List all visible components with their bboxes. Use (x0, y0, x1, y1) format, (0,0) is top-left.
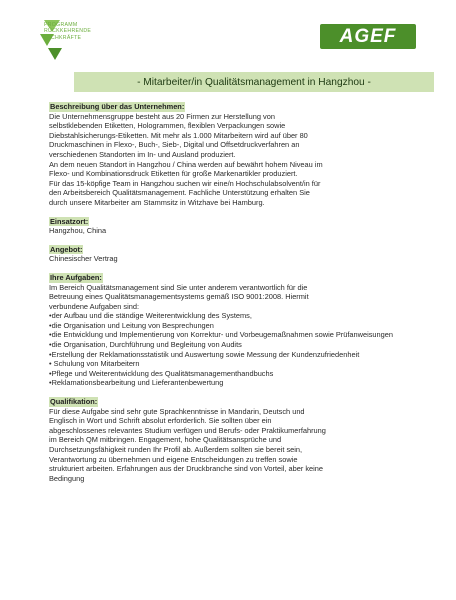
company-line: verschiedenen Standorten im In- und Ausland produziert. (49, 149, 236, 159)
task-item: •die Organisation, Durchführung und Begleitung von Audits (49, 340, 242, 350)
company-line: Flexo- und Kombinationsdruck Etiketten für große Markenartikler produziert. (49, 169, 298, 179)
task-item: •Reklamationsbearbeitung und Lieferantenbewertung (49, 378, 224, 388)
qualification-line: im Bereich QM mitbringen. Engagement, hohe Qualitätsansprüche und (49, 435, 282, 445)
task-item: •die Organisation und Leitung von Besprechungen (49, 320, 214, 330)
qualification-line: Bedingung (49, 473, 85, 483)
program-logo-text (44, 22, 91, 41)
company-line: Für das 15-köpfige Team in Hangzhou suchen wir eine/n Hochschulabsolvent/in für (49, 178, 321, 188)
agef-logo (320, 24, 416, 49)
spacer (49, 236, 421, 245)
tasks-intro-line: Im Bereich Qualitätsmanagement sind Sie unter anderem verantwortlich für die (49, 282, 308, 292)
qualification-line: strukturiert arbeiten. Erfahrungen aus der Druckbranche sind von Vorteil, aber keine (49, 464, 324, 474)
task-item: •der Aufbau und die ständige Weiterentwicklung des Systems, (49, 311, 252, 321)
spacer (49, 264, 421, 273)
location-value: Hangzhou, China (49, 226, 107, 236)
tasks-intro-line: Betreuung eines Qualitätsmanagementsystems gemäß ISO 9001:2008. Hiermit (49, 292, 309, 302)
task-item: •Erstellung der Reklamationsstatistik und Auswertung sowie Messung der Kundenzufriedenheit (49, 349, 360, 359)
program-logo-line-1: PROGRAMM (44, 22, 78, 28)
heading-company: Beschreibung über das Unternehmen: (50, 102, 185, 111)
company-line: Druckmaschinen in Flexo-, Buch-, Sieb-, Digital und Offsetdruckverfahren an (49, 140, 300, 150)
section-company (49, 102, 421, 208)
page-title: - Mitarbeiter/in Qualitätsmanagement in Hangzhou - (137, 76, 371, 88)
heading-offer: Angebot: (50, 244, 83, 254)
company-line: Diebstahlsicherungs-Etiketten. Mit mehr als 1.000 Mitarbeitern wird auf über 80 (49, 130, 308, 140)
job-description (49, 102, 421, 483)
company-line: An dem neuen Standort in Hangzhou / China werden auf bewährt hohem Niveau im (49, 159, 323, 169)
task-item: • Schulung von Mitarbeitern (49, 359, 140, 369)
task-item: •Pflege und Weiterentwicklung des Qualitätsmanagementhandbuchs (49, 368, 274, 378)
section-qualification (49, 397, 421, 483)
program-logo-line-2: RÜCKKEHRENDE (44, 28, 92, 35)
heading-qualification: Qualifikation: (50, 397, 98, 407)
company-line: Die Unternehmensgruppe besteht aus 20 Firmen zur Herstellung von (49, 111, 275, 121)
section-offer (49, 245, 421, 264)
company-line: den Arbeitsbereich Qualitätsmanagement. Fachliche Unterstützung erhalten Sie (49, 188, 310, 198)
spacer (49, 388, 421, 397)
company-line: selbstklebenden Etiketten, Hologrammen, flexiblen Verpackungen sowie (49, 121, 286, 131)
company-line: durch unsere Mitarbeiter am Stammsitz in Witzhave bei Hamburg. (49, 197, 265, 207)
section-tasks (49, 273, 421, 388)
program-logo-line-3: FACHKRÄFTE (44, 34, 82, 41)
heading-location: Einsatzort: (50, 216, 89, 226)
qualification-line: Englisch in Wort und Schrift absolut erforderlich. Sie sollten über ein (49, 416, 272, 426)
title-band (74, 72, 434, 92)
spacer (49, 208, 421, 217)
qualification-line: Für diese Aufgabe sind sehr gute Sprachkenntnisse in Mandarin, Deutsch und (49, 406, 305, 416)
heading-tasks: Ihre Aufgaben: (50, 272, 102, 282)
task-item: •die Entwicklung und Implementierung von Korrektur- und Vorbeugemaßnahmen sowie Prüfanweisungen (49, 330, 393, 340)
tasks-intro-line: verbundene Aufgaben sind: (49, 301, 139, 311)
agef-logo-text: AGEF (339, 25, 397, 47)
section-location (49, 217, 421, 236)
qualification-line: Verantwortung zu übernehmen und eigene Entscheidungen zu treffen sowie (49, 454, 298, 464)
offer-value: Chinesischer Vertrag (49, 254, 118, 264)
qualification-line: Durchsetzungsfähigkeit runden Ihr Profil ab. Außerdem sollten sie bereit sein, (49, 445, 303, 454)
qualification-line: abgeschlossenes relevantes Studium verfügen und Berufs- oder Praktikumerfahrung (49, 425, 326, 435)
